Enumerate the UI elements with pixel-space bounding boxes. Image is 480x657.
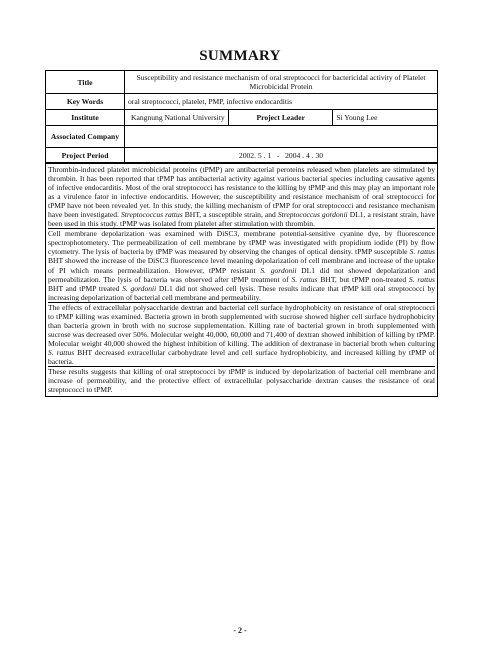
species-name: S. gordonii	[260, 265, 297, 275]
institute-value: Kangnung National University	[125, 110, 229, 126]
keywords-label: Key Words	[46, 94, 125, 110]
page-heading: SUMMARY	[199, 48, 281, 64]
species-name: S. rattus	[48, 347, 75, 357]
abstract-text: BHT, but tPMP non-treated	[317, 274, 409, 284]
project-period-value: 2002. 5 . 1 - 2004 . 4 . 30	[125, 148, 438, 163]
abstract-text: DL1 did not showed cell lysis. These results indicate that tPMP kill oral streptococci by increasing depolarization of bacterial cell membrane and permeability.	[48, 283, 435, 302]
abstract-text: Cell membrane depolarization was examined with DiSC3, membrane potential-sensitive cyanine dye, by fluorescence spectrophotometery. The permeabilization of cell membrane by tPMP was investigated with propidium iodide (PI) by flow cytometry. The lysis of bacteria by tPMP was measured by observing the changes of optical density. tPMP susceptible	[48, 229, 435, 257]
species-name: S. gordonii	[122, 283, 157, 293]
abstract-text: BHT and tPMP treated	[48, 283, 123, 293]
abstract-text: DL1 did not showed depolarization and permeabilization. The lysis of bacteria was observed after tPMP treatment of	[48, 265, 435, 284]
title-value: Susceptibility and resistance mechanism of oral streptococci for bactericidal activity of Platelet Microbicidal Protein	[125, 71, 438, 94]
species-name: S. rattus	[408, 274, 435, 284]
institute-label: Institute	[46, 110, 125, 126]
abstract-body	[46, 163, 437, 396]
abstract-text: DL1, a resistant strain, have been used in this study. tPMP was isolated from platelet after stimulation with thrombin.	[48, 210, 435, 229]
associated-company-value	[125, 126, 438, 148]
species-name: Streptococcus gordonii	[277, 210, 348, 220]
species-name: S. rattus	[291, 274, 318, 284]
project-leader-value: Si Young Lee	[333, 110, 437, 126]
associated-company-label: Associated Company	[46, 126, 125, 148]
abstract-paragraph-3	[48, 303, 435, 367]
abstract-paragraph-2	[48, 229, 435, 302]
project-info-table	[46, 71, 437, 163]
species-name: S. rattus	[409, 247, 435, 257]
project-leader-label: Project Leader	[229, 110, 333, 126]
abstract-text: Thrombin-induced platelet microbicidal proteins (tPMP) are antibacterial peroteins released when platelets are stimulated by thrombin. It has been reported that tPMP has antibacterial activity against various bacterial species including causative agents of infective endocarditis. Most of the oral streptococci has resistance to the killing by tPMP and this may play an important role as a virulence fator in infective endocarditis. However, the susceptibility and resistance mechanism of oral streptococci for tPMP have not been revealed yet. In this study, the killing mechanism of tPMP for oral streptococci and resistance mechanism have been investigated.	[48, 165, 435, 220]
page-number: - 2 -	[233, 626, 247, 635]
keywords-value: oral streptococci, platelet, PMP, infective endocarditis	[125, 94, 438, 110]
summary-frame	[45, 70, 438, 397]
abstract-text: The effects of extracellular polysaccharide dextran and bacterial cell surface hydrophobicity on resistance of oral streptococci to tPMP killing was examined. Bacteria grown in broth supplemented with sucrose showed higher cell surface hydrophobicity than bacteria grown in broth with no sucrose supplementation. Killing rate of bacterial grown in broth supplemented with sucrose was decreased over 50%. Molecular weight 40,000, 60,000 and 71,400 of dextran showed inhibition of killing by tPMP. Molecular weight 40,000 showed the highest inhibition of killing. The addition of dextranase in bacterial broth when culturing	[48, 302, 435, 348]
abstract-paragraph-4: These results suggests that killing of oral streptococci by tPMP is induced by depolarization of bacterial cell membrane and increase of permeability, and the protective effect of extracellular polysaccharide dextran causes the resistance of oral streptococci to tPMP.	[48, 367, 435, 395]
abstract-text: BHT, a susceptible strain, and	[182, 210, 278, 220]
abstract-text: BHT decreased extracellular carbohydrate level and cell surface hydrophobicity, and increased killing by tPMP of bacteria.	[48, 347, 435, 366]
abstract-text: BHT showed the increase of the DiSC3 fluorescence level meaning depolarization of cell membrane and increase of the uptake of PI which means permeabilization. However, tPMP resistant	[48, 256, 435, 275]
project-period-label: Project Period	[46, 148, 125, 163]
title-label: Title	[46, 71, 125, 94]
species-name: Streptococcus rattus	[120, 210, 183, 220]
abstract-paragraph-1	[48, 165, 435, 229]
